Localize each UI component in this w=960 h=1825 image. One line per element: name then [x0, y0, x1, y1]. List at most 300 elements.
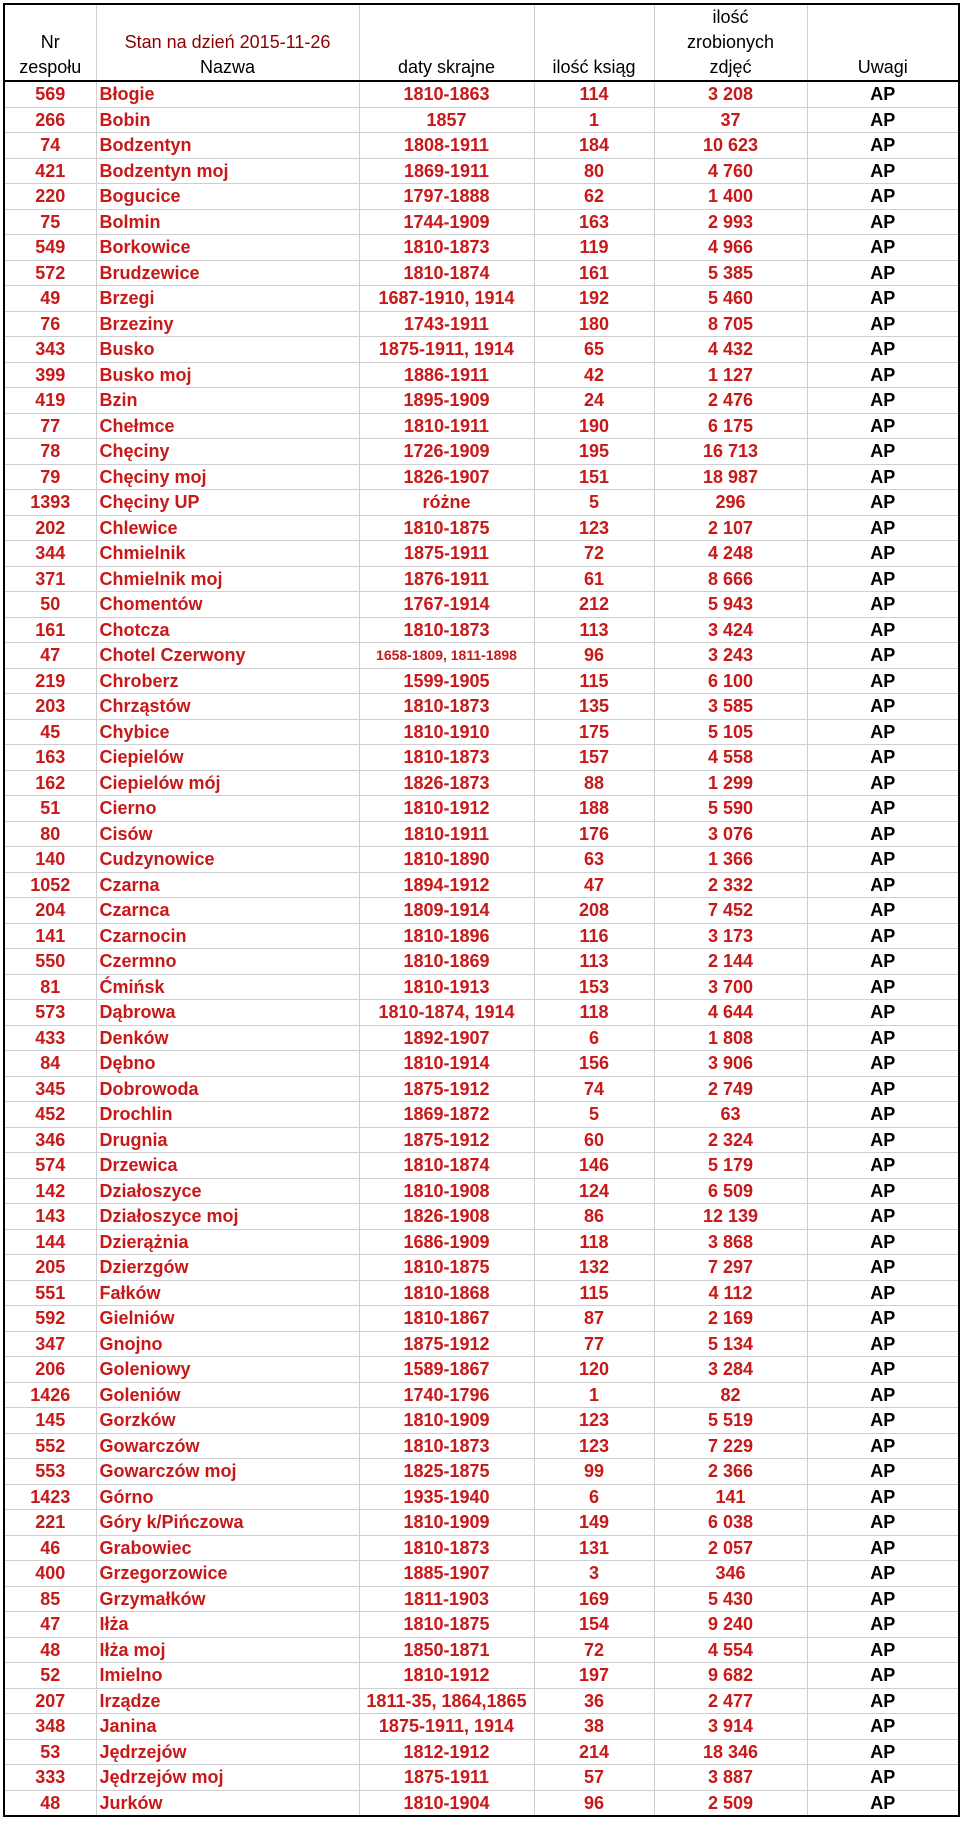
- cell-photos: 2 332: [654, 872, 807, 898]
- cell-photos: 1 400: [654, 184, 807, 210]
- cell-nr: 45: [4, 719, 96, 745]
- table-row: [4, 1739, 959, 1765]
- cell-notes: AP: [807, 1204, 959, 1230]
- cell-name: Cudzynowice: [96, 847, 359, 873]
- cell-name: Ciepielów mój: [96, 770, 359, 796]
- table-row: [4, 668, 959, 694]
- table-row: [4, 413, 959, 439]
- table-row: [4, 1000, 959, 1026]
- table-row: [4, 133, 959, 159]
- table-row: [4, 617, 959, 643]
- cell-nr: 203: [4, 694, 96, 720]
- cell-dates: 1810-1874, 1914: [359, 1000, 534, 1026]
- table-row: [4, 1433, 959, 1459]
- cell-name: Cisów: [96, 821, 359, 847]
- cell-name: Chotcza: [96, 617, 359, 643]
- cell-photos: 2 144: [654, 949, 807, 975]
- cell-books: 124: [534, 1178, 654, 1204]
- cell-notes: AP: [807, 413, 959, 439]
- cell-dates: 1810-1873: [359, 617, 534, 643]
- cell-name: Gnojno: [96, 1331, 359, 1357]
- cell-books: 113: [534, 617, 654, 643]
- table-row: [4, 643, 959, 669]
- cell-notes: AP: [807, 1484, 959, 1510]
- cell-dates: 1895-1909: [359, 388, 534, 414]
- cell-books: 115: [534, 1280, 654, 1306]
- cell-name: Bolmin: [96, 209, 359, 235]
- table-row: [4, 898, 959, 924]
- cell-nr: 371: [4, 566, 96, 592]
- cell-dates: 1875-1911: [359, 1765, 534, 1791]
- table-row: [4, 464, 959, 490]
- cell-notes: AP: [807, 81, 959, 107]
- cell-dates: 1740-1796: [359, 1382, 534, 1408]
- cell-name: Jędrzejów: [96, 1739, 359, 1765]
- cell-books: 153: [534, 974, 654, 1000]
- cell-notes: AP: [807, 821, 959, 847]
- cell-photos: 4 558: [654, 745, 807, 771]
- cell-name: Grzegorzowice: [96, 1561, 359, 1587]
- cell-notes: AP: [807, 719, 959, 745]
- cell-dates: 1875-1912: [359, 1076, 534, 1102]
- table-row: [4, 1586, 959, 1612]
- cell-notes: AP: [807, 260, 959, 286]
- table-row: [4, 1102, 959, 1128]
- cell-photos: 296: [654, 490, 807, 516]
- cell-dates: 1826-1908: [359, 1204, 534, 1230]
- cell-photos: 1 127: [654, 362, 807, 388]
- cell-books: 184: [534, 133, 654, 159]
- cell-nr: 202: [4, 515, 96, 541]
- cell-notes: AP: [807, 235, 959, 261]
- table-row: [4, 974, 959, 1000]
- cell-nr: 399: [4, 362, 96, 388]
- cell-nr: 221: [4, 1510, 96, 1536]
- cell-name: Bzin: [96, 388, 359, 414]
- cell-photos: 3 700: [654, 974, 807, 1000]
- table-row: [4, 923, 959, 949]
- table-body: [4, 81, 959, 1816]
- cell-dates: 1825-1875: [359, 1459, 534, 1485]
- cell-notes: AP: [807, 872, 959, 898]
- cell-dates: 1875-1912: [359, 1127, 534, 1153]
- table-row: [4, 847, 959, 873]
- cell-photos: 9 682: [654, 1663, 807, 1689]
- cell-nr: 400: [4, 1561, 96, 1587]
- header-nr: Nr zespołu: [4, 4, 96, 81]
- cell-name: Bodzentyn: [96, 133, 359, 159]
- cell-books: 80: [534, 158, 654, 184]
- cell-name: Chęciny UP: [96, 490, 359, 516]
- table-row: [4, 439, 959, 465]
- cell-photos: 3 906: [654, 1051, 807, 1077]
- cell-name: Ciepielów: [96, 745, 359, 771]
- cell-name: Goleniowy: [96, 1357, 359, 1383]
- cell-nr: 220: [4, 184, 96, 210]
- cell-notes: AP: [807, 668, 959, 694]
- cell-dates: 1810-1875: [359, 515, 534, 541]
- cell-nr: 433: [4, 1025, 96, 1051]
- cell-photos: 8 666: [654, 566, 807, 592]
- table-row: [4, 796, 959, 822]
- cell-books: 5: [534, 490, 654, 516]
- cell-nr: 50: [4, 592, 96, 618]
- cell-name: Jędrzejów moj: [96, 1765, 359, 1791]
- cell-books: 151: [534, 464, 654, 490]
- cell-nr: 46: [4, 1535, 96, 1561]
- cell-notes: AP: [807, 337, 959, 363]
- cell-notes: AP: [807, 898, 959, 924]
- cell-nr: 574: [4, 1153, 96, 1179]
- cell-dates: 1892-1907: [359, 1025, 534, 1051]
- table-row: [4, 1127, 959, 1153]
- cell-photos: 9 240: [654, 1612, 807, 1638]
- cell-nr: 572: [4, 260, 96, 286]
- cell-books: 131: [534, 1535, 654, 1561]
- table-row: [4, 1382, 959, 1408]
- cell-name: Działoszyce moj: [96, 1204, 359, 1230]
- cell-nr: 419: [4, 388, 96, 414]
- table-row: [4, 1204, 959, 1230]
- cell-photos: 3 424: [654, 617, 807, 643]
- cell-photos: 3 284: [654, 1357, 807, 1383]
- cell-dates: 1686-1909: [359, 1229, 534, 1255]
- cell-nr: 51: [4, 796, 96, 822]
- cell-photos: 3 243: [654, 643, 807, 669]
- cell-books: 118: [534, 1229, 654, 1255]
- cell-photos: 4 248: [654, 541, 807, 567]
- table-row: [4, 209, 959, 235]
- table-row: [4, 872, 959, 898]
- cell-notes: AP: [807, 1408, 959, 1434]
- cell-name: Janina: [96, 1714, 359, 1740]
- cell-nr: 53: [4, 1739, 96, 1765]
- cell-books: 197: [534, 1663, 654, 1689]
- cell-notes: AP: [807, 617, 959, 643]
- cell-books: 119: [534, 235, 654, 261]
- cell-nr: 144: [4, 1229, 96, 1255]
- cell-dates: 1810-1875: [359, 1255, 534, 1281]
- cell-photos: 2 476: [654, 388, 807, 414]
- cell-notes: AP: [807, 1790, 959, 1816]
- cell-books: 135: [534, 694, 654, 720]
- cell-photos: 3 208: [654, 81, 807, 107]
- cell-dates: 1810-1912: [359, 796, 534, 822]
- cell-dates: 1808-1911: [359, 133, 534, 159]
- cell-dates: 1869-1911: [359, 158, 534, 184]
- cell-name: Grzymałków: [96, 1586, 359, 1612]
- header-dates: daty skrajne: [359, 4, 534, 81]
- cell-dates: 1875-1912: [359, 1331, 534, 1357]
- cell-nr: 74: [4, 133, 96, 159]
- cell-nr: 84: [4, 1051, 96, 1077]
- cell-photos: 6 038: [654, 1510, 807, 1536]
- cell-dates: 1743-1911: [359, 311, 534, 337]
- cell-dates: 1810-1873: [359, 1433, 534, 1459]
- table-row: [4, 1510, 959, 1536]
- cell-nr: 569: [4, 81, 96, 107]
- cell-name: Drzewica: [96, 1153, 359, 1179]
- cell-photos: 346: [654, 1561, 807, 1587]
- cell-nr: 161: [4, 617, 96, 643]
- cell-photos: 2 324: [654, 1127, 807, 1153]
- cell-photos: 5 179: [654, 1153, 807, 1179]
- cell-name: Denków: [96, 1025, 359, 1051]
- table-row: [4, 260, 959, 286]
- cell-notes: AP: [807, 1306, 959, 1332]
- cell-books: 149: [534, 1510, 654, 1536]
- cell-photos: 3 076: [654, 821, 807, 847]
- cell-name: Drugnia: [96, 1127, 359, 1153]
- cell-notes: AP: [807, 923, 959, 949]
- cell-nr: 344: [4, 541, 96, 567]
- table-row: [4, 1153, 959, 1179]
- cell-notes: AP: [807, 362, 959, 388]
- cell-nr: 140: [4, 847, 96, 873]
- cell-photos: 6 509: [654, 1178, 807, 1204]
- cell-photos: 1 366: [654, 847, 807, 873]
- table-row: [4, 694, 959, 720]
- cell-dates: 1767-1914: [359, 592, 534, 618]
- cell-dates: 1810-1904: [359, 1790, 534, 1816]
- cell-dates: 1811-35, 1864,1865: [359, 1688, 534, 1714]
- cell-name: Chęciny moj: [96, 464, 359, 490]
- cell-photos: 18 987: [654, 464, 807, 490]
- cell-name: Chroberz: [96, 668, 359, 694]
- cell-dates: 1811-1903: [359, 1586, 534, 1612]
- cell-notes: AP: [807, 847, 959, 873]
- cell-name: Chrząstów: [96, 694, 359, 720]
- cell-dates: 1886-1911: [359, 362, 534, 388]
- cell-photos: 5 430: [654, 1586, 807, 1612]
- header-name: Stan na dzień 2015-11-26 Nazwa: [96, 4, 359, 81]
- cell-nr: 452: [4, 1102, 96, 1128]
- cell-name: Goleniów: [96, 1382, 359, 1408]
- cell-photos: 5 460: [654, 286, 807, 312]
- cell-notes: AP: [807, 490, 959, 516]
- table-row: [4, 1535, 959, 1561]
- cell-name: Drochlin: [96, 1102, 359, 1128]
- cell-name: Cierno: [96, 796, 359, 822]
- cell-photos: 12 139: [654, 1204, 807, 1230]
- cell-nr: 78: [4, 439, 96, 465]
- table-row: [4, 1051, 959, 1077]
- cell-photos: 2 509: [654, 1790, 807, 1816]
- cell-dates: 1810-1869: [359, 949, 534, 975]
- cell-dates: 1658-1809, 1811-1898: [359, 643, 534, 669]
- cell-nr: 347: [4, 1331, 96, 1357]
- cell-notes: AP: [807, 464, 959, 490]
- table-row: [4, 1714, 959, 1740]
- cell-name: Czermno: [96, 949, 359, 975]
- cell-name: Błogie: [96, 81, 359, 107]
- table-row: [4, 1229, 959, 1255]
- cell-name: Chybice: [96, 719, 359, 745]
- cell-photos: 2 993: [654, 209, 807, 235]
- table-row: [4, 1688, 959, 1714]
- cell-nr: 77: [4, 413, 96, 439]
- cell-nr: 75: [4, 209, 96, 235]
- cell-notes: AP: [807, 158, 959, 184]
- cell-books: 1: [534, 107, 654, 133]
- cell-notes: AP: [807, 541, 959, 567]
- cell-photos: 5 590: [654, 796, 807, 822]
- cell-books: 157: [534, 745, 654, 771]
- table-row: [4, 1306, 959, 1332]
- cell-name: Bodzentyn moj: [96, 158, 359, 184]
- cell-notes: AP: [807, 1000, 959, 1026]
- cell-photos: 63: [654, 1102, 807, 1128]
- cell-dates: 1810-1867: [359, 1306, 534, 1332]
- cell-notes: AP: [807, 1280, 959, 1306]
- table-row: [4, 1178, 959, 1204]
- cell-books: 96: [534, 643, 654, 669]
- cell-name: Grabowiec: [96, 1535, 359, 1561]
- cell-notes: AP: [807, 974, 959, 1000]
- cell-nr: 206: [4, 1357, 96, 1383]
- cell-nr: 142: [4, 1178, 96, 1204]
- cell-dates: 1744-1909: [359, 209, 534, 235]
- cell-photos: 6 175: [654, 413, 807, 439]
- cell-books: 96: [534, 1790, 654, 1816]
- cell-name: Czarnocin: [96, 923, 359, 949]
- cell-photos: 5 385: [654, 260, 807, 286]
- cell-nr: 1426: [4, 1382, 96, 1408]
- cell-name: Górno: [96, 1484, 359, 1510]
- cell-dates: 1875-1911, 1914: [359, 337, 534, 363]
- cell-name: Dobrowoda: [96, 1076, 359, 1102]
- table-row: [4, 515, 959, 541]
- cell-nr: 1052: [4, 872, 96, 898]
- table-row: [4, 1076, 959, 1102]
- cell-notes: AP: [807, 1459, 959, 1485]
- cell-books: 115: [534, 668, 654, 694]
- cell-nr: 333: [4, 1765, 96, 1791]
- cell-name: Chmielnik: [96, 541, 359, 567]
- table-row: [4, 490, 959, 516]
- cell-name: Gowarczów moj: [96, 1459, 359, 1485]
- cell-dates: 1810-1873: [359, 235, 534, 261]
- cell-nr: 553: [4, 1459, 96, 1485]
- table-row: [4, 1280, 959, 1306]
- table-row: [4, 592, 959, 618]
- cell-books: 176: [534, 821, 654, 847]
- table-row: [4, 719, 959, 745]
- table-row: [4, 235, 959, 261]
- cell-dates: 1857: [359, 107, 534, 133]
- cell-nr: 48: [4, 1637, 96, 1663]
- cell-notes: AP: [807, 1255, 959, 1281]
- cell-dates: 1589-1867: [359, 1357, 534, 1383]
- cell-notes: AP: [807, 439, 959, 465]
- cell-books: 62: [534, 184, 654, 210]
- cell-photos: 2 107: [654, 515, 807, 541]
- cell-name: Gielniów: [96, 1306, 359, 1332]
- cell-photos: 4 554: [654, 1637, 807, 1663]
- cell-nr: 551: [4, 1280, 96, 1306]
- cell-photos: 3 868: [654, 1229, 807, 1255]
- cell-photos: 4 760: [654, 158, 807, 184]
- table-row: [4, 337, 959, 363]
- cell-photos: 37: [654, 107, 807, 133]
- header-photos: ilość zrobionych zdjęć: [654, 4, 807, 81]
- cell-nr: 421: [4, 158, 96, 184]
- cell-photos: 4 112: [654, 1280, 807, 1306]
- cell-name: Dębno: [96, 1051, 359, 1077]
- table-row: [4, 1663, 959, 1689]
- cell-name: Dzierążnia: [96, 1229, 359, 1255]
- cell-notes: AP: [807, 1637, 959, 1663]
- cell-name: Busko moj: [96, 362, 359, 388]
- cell-photos: 7 229: [654, 1433, 807, 1459]
- cell-books: 208: [534, 898, 654, 924]
- cell-nr: 207: [4, 1688, 96, 1714]
- cell-photos: 2 749: [654, 1076, 807, 1102]
- cell-name: Dąbrowa: [96, 1000, 359, 1026]
- table-row: [4, 821, 959, 847]
- table-row: [4, 286, 959, 312]
- cell-photos: 5 134: [654, 1331, 807, 1357]
- cell-photos: 16 713: [654, 439, 807, 465]
- table-row: [4, 1484, 959, 1510]
- cell-nr: 141: [4, 923, 96, 949]
- table-row: [4, 1025, 959, 1051]
- cell-name: Czarna: [96, 872, 359, 898]
- cell-books: 36: [534, 1688, 654, 1714]
- cell-name: Fałków: [96, 1280, 359, 1306]
- cell-notes: AP: [807, 1510, 959, 1536]
- cell-books: 123: [534, 515, 654, 541]
- cell-photos: 4 966: [654, 235, 807, 261]
- table-row: [4, 362, 959, 388]
- cell-dates: 1935-1940: [359, 1484, 534, 1510]
- cell-dates: 1812-1912: [359, 1739, 534, 1765]
- cell-name: Czarnca: [96, 898, 359, 924]
- cell-notes: AP: [807, 133, 959, 159]
- cell-name: Brzegi: [96, 286, 359, 312]
- cell-books: 72: [534, 541, 654, 567]
- cell-books: 60: [534, 1127, 654, 1153]
- cell-notes: AP: [807, 770, 959, 796]
- cell-nr: 346: [4, 1127, 96, 1153]
- cell-books: 74: [534, 1076, 654, 1102]
- table-row: [4, 541, 959, 567]
- cell-notes: AP: [807, 1178, 959, 1204]
- cell-books: 116: [534, 923, 654, 949]
- cell-name: Chmielnik moj: [96, 566, 359, 592]
- cell-name: Brudzewice: [96, 260, 359, 286]
- table-row: [4, 388, 959, 414]
- cell-name: Chomentów: [96, 592, 359, 618]
- archive-sheet: [3, 3, 958, 1817]
- cell-notes: AP: [807, 388, 959, 414]
- cell-notes: AP: [807, 1765, 959, 1791]
- cell-photos: 3 914: [654, 1714, 807, 1740]
- cell-nr: 145: [4, 1408, 96, 1434]
- cell-notes: AP: [807, 1331, 959, 1357]
- cell-name: Bogucice: [96, 184, 359, 210]
- cell-dates: 1875-1911: [359, 541, 534, 567]
- cell-books: 113: [534, 949, 654, 975]
- table-row: [4, 949, 959, 975]
- cell-name: Gorzków: [96, 1408, 359, 1434]
- cell-photos: 5 105: [654, 719, 807, 745]
- cell-notes: AP: [807, 1663, 959, 1689]
- cell-notes: AP: [807, 566, 959, 592]
- cell-name: Ćmińsk: [96, 974, 359, 1000]
- header-books: ilość ksiąg: [534, 4, 654, 81]
- cell-name: Irządze: [96, 1688, 359, 1714]
